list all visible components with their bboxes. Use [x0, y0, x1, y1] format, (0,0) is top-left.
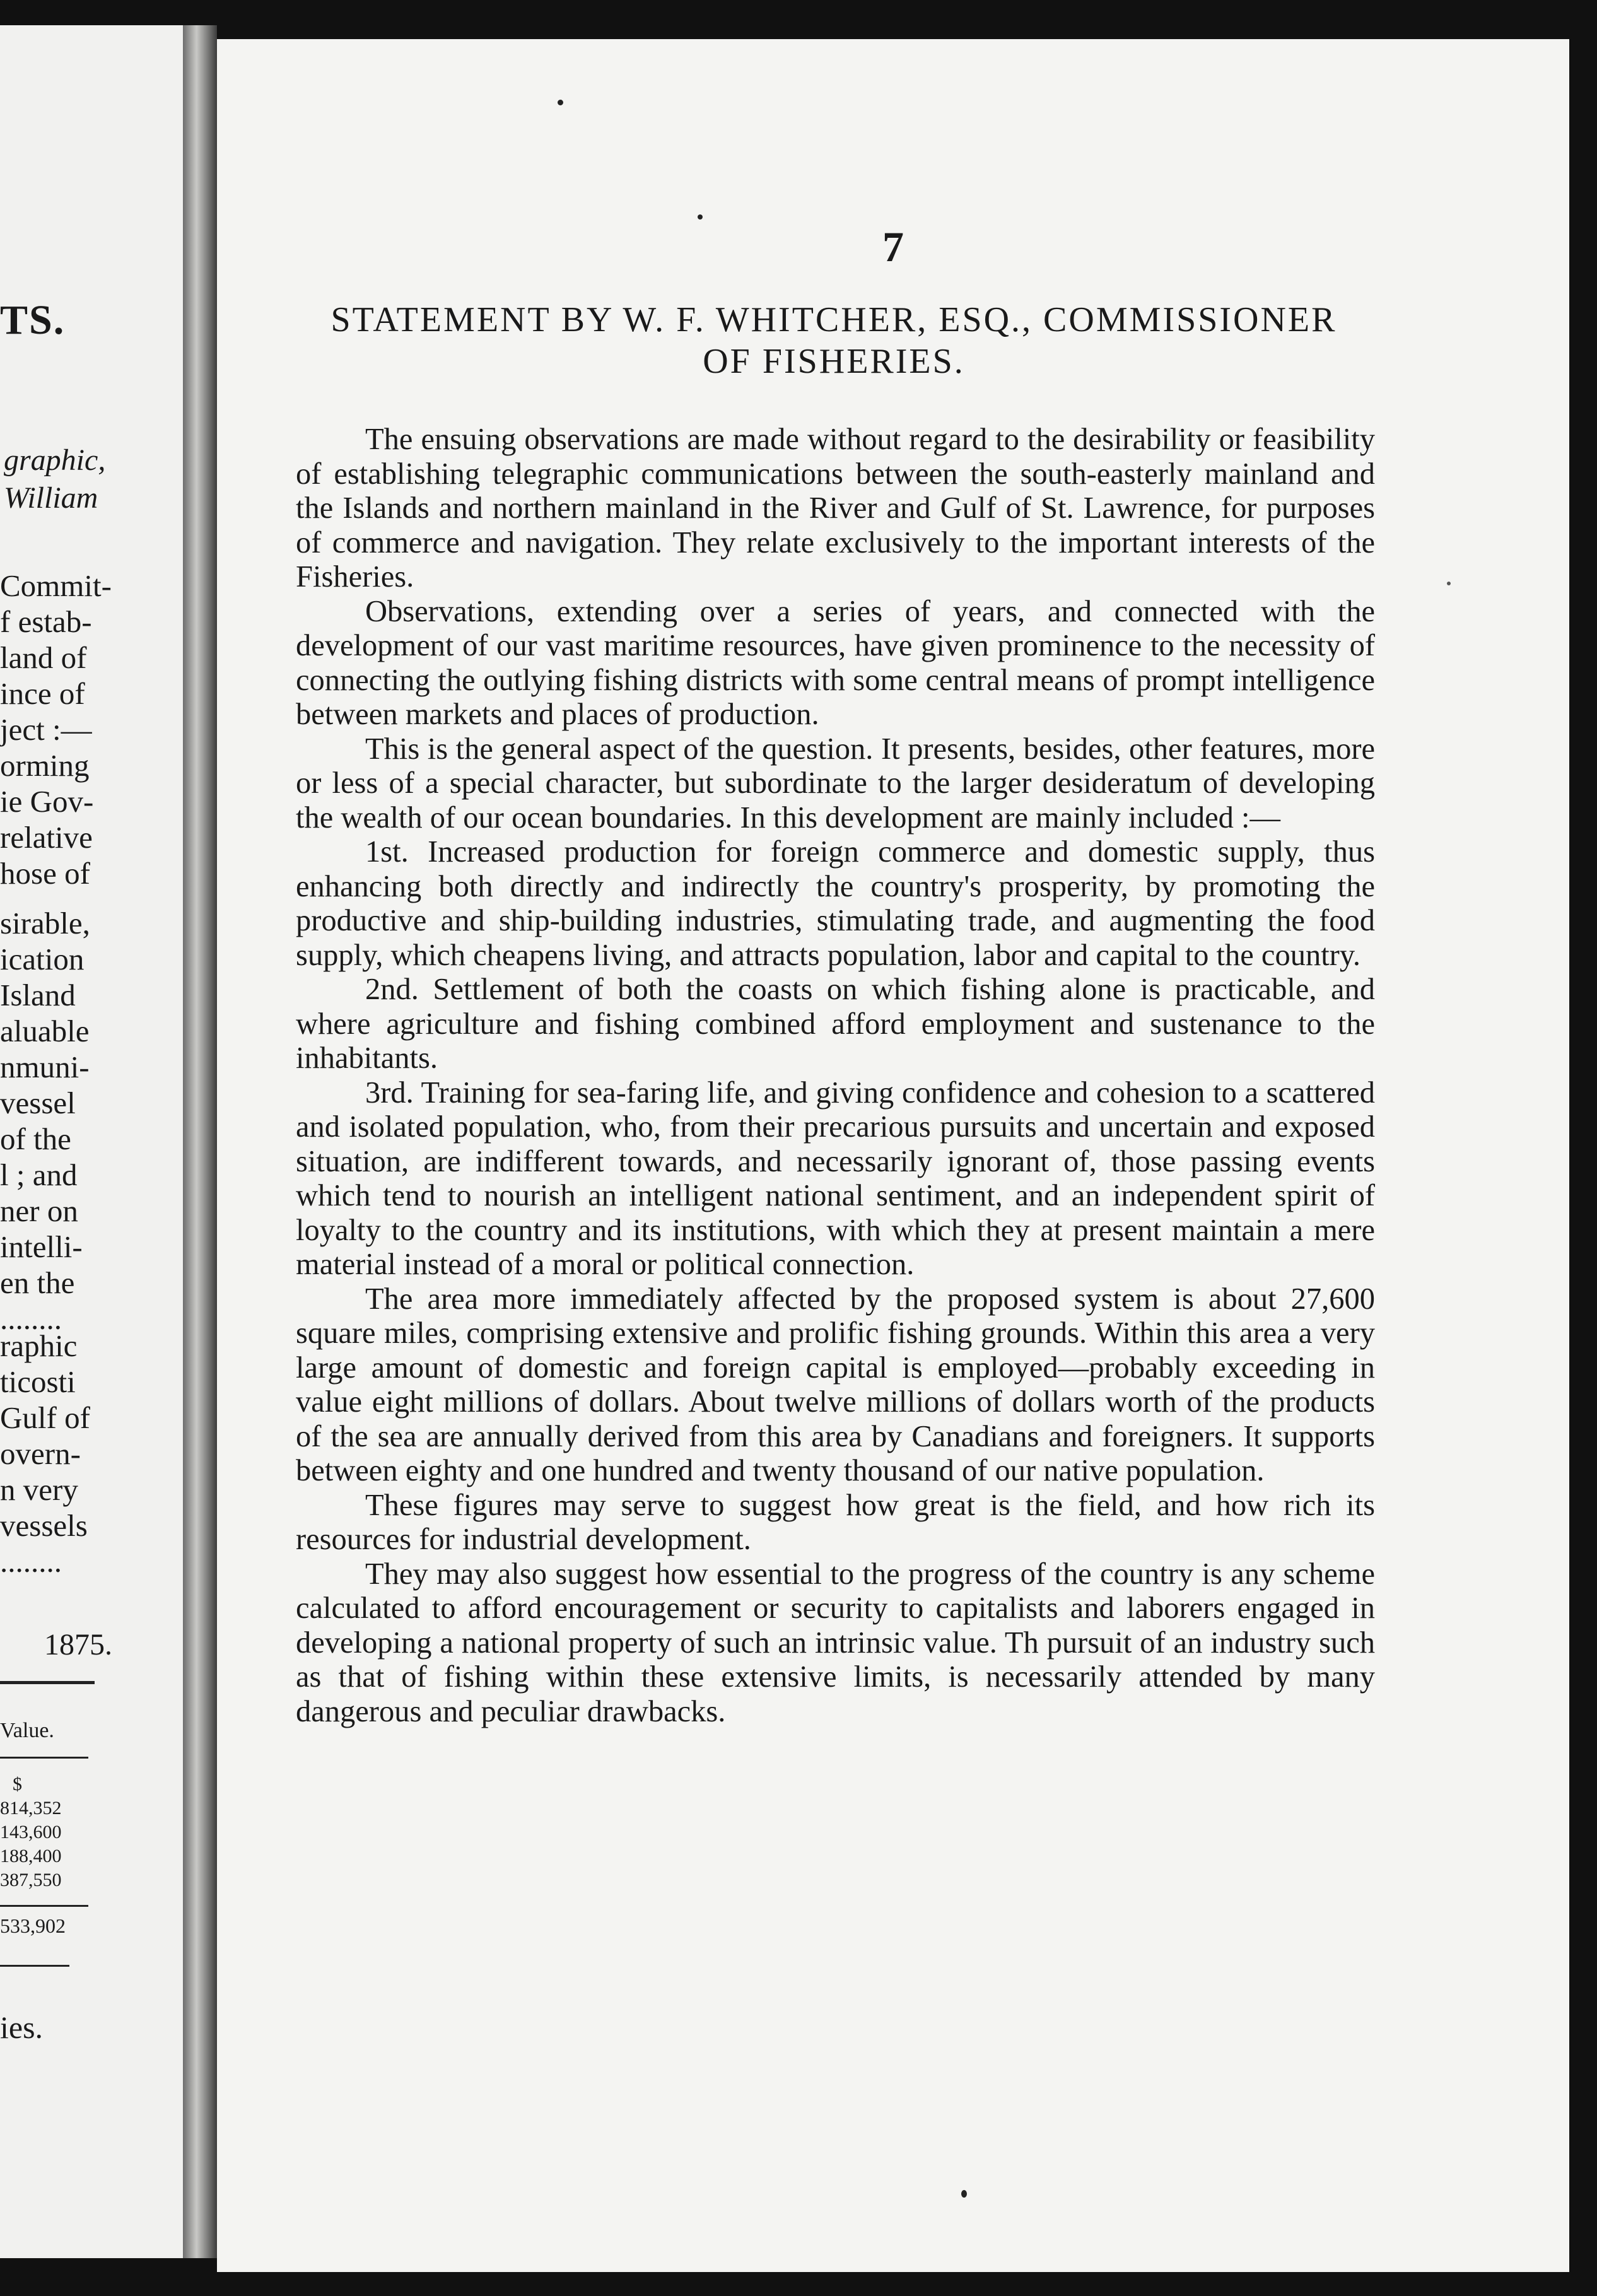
- left-page-total: 533,902: [0, 1914, 66, 1937]
- heading-line: STATEMENT BY W. F. WHITCHER, ESQ., COMMISSIONER: [331, 300, 1337, 339]
- print-speck: [698, 214, 703, 220]
- left-page-line: ticosti: [0, 1364, 76, 1399]
- paragraph: 2nd. Settlement of both the coasts on which fishing alone is practicable, and where agriculture and fishing combined afford employment and sustenance to the inhabitants.: [296, 973, 1375, 1075]
- left-page-italic-line: William: [4, 481, 98, 515]
- left-page-line: vessels: [0, 1508, 88, 1543]
- left-page-year-fragment: 1875.: [44, 1628, 112, 1661]
- left-page-line: overn-: [0, 1436, 81, 1471]
- left-page-line: Commit-: [0, 568, 112, 603]
- left-page-line: n very: [0, 1472, 78, 1507]
- left-page-line: land of: [0, 640, 87, 675]
- left-page-column-block: [0, 568, 112, 891]
- left-page-line: aluable: [0, 1014, 90, 1048]
- paragraph: The ensuing observations are made without regard to the desirability or feasibility of establishing telegraphic communications between the south-easterly mainland and the Islands and northern mainland in the River and Gulf of St. Lawrence, for purposes of commerce and navigation. They relate exclusively to the important interests of the Fisheries.: [296, 423, 1375, 594]
- left-page-table-rule: [0, 1757, 88, 1759]
- left-page-line: orming: [0, 748, 90, 783]
- left-page-line: Gulf of: [0, 1400, 90, 1435]
- left-page-italic-line: graphic,: [4, 443, 106, 477]
- left-page-column-block: [0, 1328, 90, 1579]
- paragraph: The area more immediately affected by the proposed system is about 27,600 square miles, comprising extensive and prolific fishing grounds. Within this area a very large amount of domestic and foreign capital is employed—probably exceeding in value eight millions of dollars. About twelve millions of dollars worth of the products of the sea are annually derived from this area by Canadians and foreigners. It supports between eighty and one hundred and twenty thousand of our native population.: [296, 1282, 1375, 1487]
- heading-line: OF FISHERIES.: [703, 342, 965, 381]
- left-page-line: ie Gov-: [0, 784, 94, 819]
- left-page-line: ication: [0, 942, 85, 976]
- print-speck: [558, 100, 563, 105]
- left-page-line: ince of: [0, 676, 85, 711]
- left-page-value: 188,400: [0, 1846, 62, 1866]
- left-page-table-rule: [0, 1681, 95, 1684]
- paragraph: These figures may serve to suggest how great is the field, and how rich its resources for industrial development.: [296, 1488, 1375, 1556]
- left-page-currency: $: [13, 1774, 22, 1795]
- left-page-value: 143,600: [0, 1822, 62, 1842]
- left-page-line: ner on: [0, 1193, 78, 1228]
- paragraph: 3rd. Training for sea-faring life, and giving confidence and cohesion to a scattered and isolated population, who, from their precarious pursuits and uncertain and exposed situation, are indifferent towards, and necessarily ignorant of, those passing events which tend to nourish an intelligent national sentiment, and an independent spirit of loyalty to the country and its institutions, with which they at present maintain a mere material instead of a moral or political connection.: [296, 1075, 1375, 1281]
- body-text: [296, 423, 1375, 1729]
- book-gutter: [183, 25, 217, 2258]
- left-page-line: l ; and: [0, 1157, 78, 1192]
- left-page-value: 814,352: [0, 1798, 62, 1819]
- left-page-value: 387,550: [0, 1870, 62, 1890]
- left-page-value-column: [0, 1772, 62, 1892]
- paragraph: They may also suggest how essential to the progress of the country is any scheme calculated to afford encouragement or security to capitalists and laborers engaged in developing a national property of such an intrinsic value. Th pursuit of an industry such as that of fishing within these extensive limits, is necessarily attended by many dangerous and peculiar drawbacks.: [296, 1557, 1375, 1728]
- left-page-line: Island: [0, 978, 76, 1012]
- left-page-line: relative: [0, 820, 93, 855]
- paragraph: 1st. Increased production for foreign commerce and domestic supply, thus enhancing both directly and indirectly the country's prosperity, by promoting the productive and ship-building industries, stimulating trade, and augmenting the food supply, which cheapens living, and attracts population, labor and capital to the country.: [296, 835, 1375, 972]
- left-page-column-block: [0, 905, 90, 1337]
- left-page-bottom-fragment: ies.: [0, 2010, 44, 2045]
- left-page-line: sirable,: [0, 906, 90, 940]
- left-page-line: ject :—: [0, 712, 92, 747]
- left-page-line: hose of: [0, 856, 90, 891]
- print-speck: [1447, 582, 1451, 585]
- left-page-line: en the: [0, 1265, 75, 1300]
- left-page-line: intelli-: [0, 1229, 83, 1264]
- print-speck: [961, 2190, 967, 2198]
- left-page-line: f estab-: [0, 604, 92, 639]
- left-page-line: nmuni-: [0, 1050, 90, 1084]
- left-page-table-rule: [0, 1905, 88, 1907]
- left-page-line: vessel: [0, 1086, 76, 1120]
- left-page-value-header: Value.: [0, 1719, 54, 1742]
- left-page-italic-lines: [0, 442, 105, 517]
- paragraph: Observations, extending over a series of years, and connected with the development of our vast maritime resources, have given prominence to the necessity of connecting the outlying fishing districts with some central means of prompt intelligence between markets and places of production.: [296, 594, 1375, 731]
- left-page-line: raphic: [0, 1328, 78, 1363]
- left-page-line: ........: [0, 1544, 62, 1579]
- paragraph: This is the general aspect of the question. It presents, besides, other features, more or less of a special character, but subordinate to the larger desideratum of developing the wealth of our ocean boundaries. In this development are mainly included :—: [296, 732, 1375, 835]
- left-facing-page: [0, 25, 183, 2258]
- left-page-table-rule: [0, 1965, 69, 1967]
- left-page-line: of the: [0, 1122, 71, 1156]
- page-number: 7: [882, 223, 904, 271]
- document-heading: [286, 299, 1381, 382]
- left-page-heading-fragment: TS.: [0, 297, 66, 343]
- document-page: [217, 39, 1569, 2272]
- left-page-line: ........: [0, 1301, 62, 1336]
